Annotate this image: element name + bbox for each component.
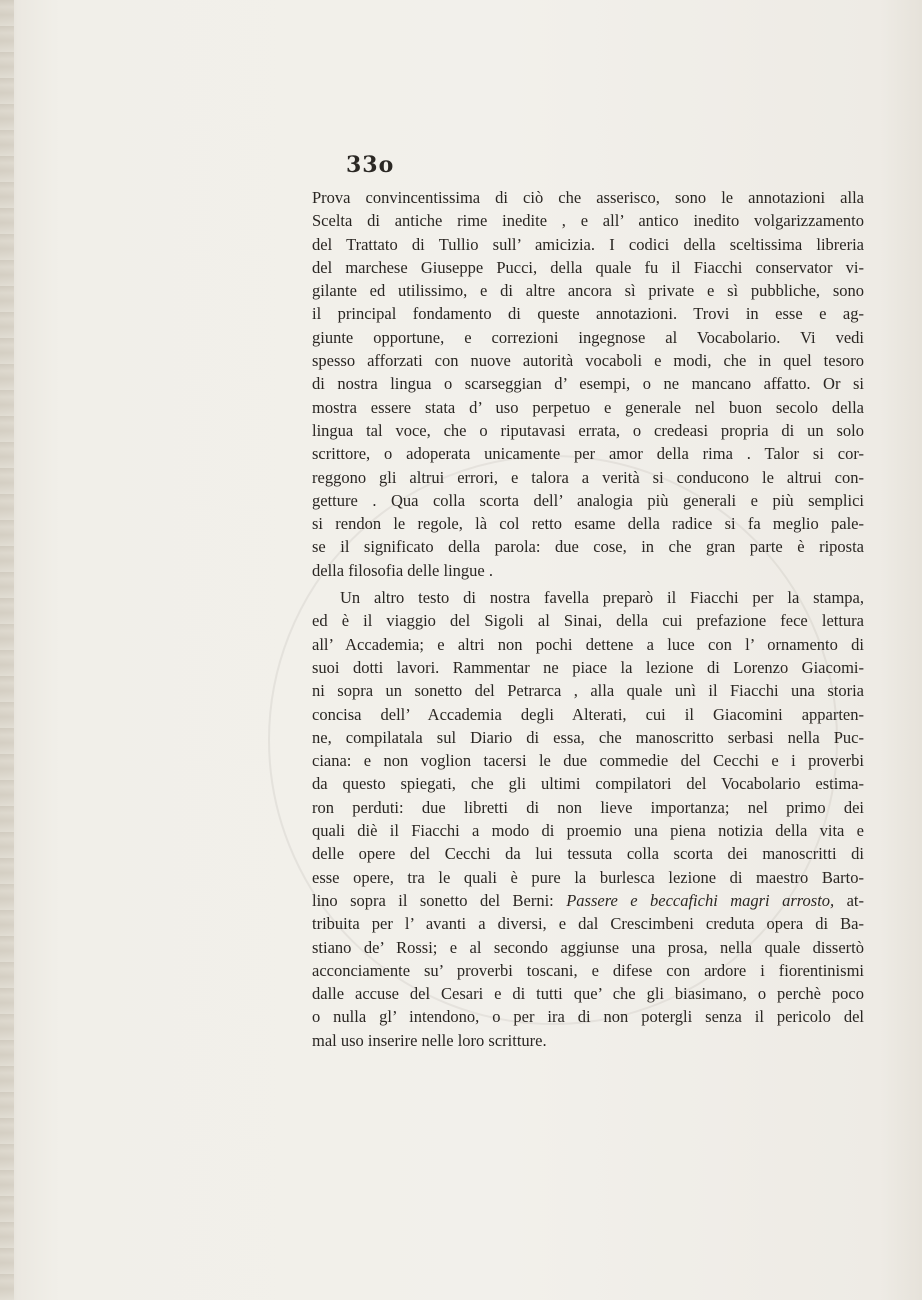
text-line: mal uso inserire nelle loro scritture. [312,1030,547,1050]
text-line: di nostra lingua o scarseggian d’ esempi, o ne mancano affatto. Or si [312,374,864,394]
text-line: Un altro testo di nostra favella preparò il Fiacchi per la stampa, [340,588,864,608]
text-line: dalle accuse del Cesari e di tutti que’ che gli biasimano, o perchè poco [312,984,864,1004]
text-line: ciana: e non voglion tacersi le due commedie del Cecchi e i proverbi [312,751,864,771]
text-line: tribuita per l’ avanti a diversi, e dal Crescimbeni creduta opera di Ba- [312,914,864,934]
text-line: quali diè il Fiacchi a modo di proemio una piena notizia della vita e [312,821,864,841]
text-line: spesso afforzati con nuove autorità vocaboli e modi, che in quel tesoro [312,351,864,371]
paragraph-1 [312,186,864,582]
text-line: da questo spiegati, che gli ultimi compilatori del Vocabolario estima- [312,774,864,794]
text-line: suoi dotti lavori. Rammentar ne piace la lezione di Lorenzo Giacomi- [312,657,864,677]
body-text [312,186,864,1052]
text-line: ni sopra un sonetto del Petrarca , alla quale unì il Fiacchi una storia [312,681,864,701]
text-line: delle opere del Cecchi da lui tessuta colla scorta dei manoscritti di [312,844,864,864]
text-line: stiano de’ Rossi; e al secondo aggiunse una prosa, nella quale dissertò [312,937,864,957]
paragraph-2 [312,586,864,1052]
text-line: gilante ed utilissimo, e di altre ancora sì private e sì pubbliche, sono [312,281,864,301]
page-binding-edge [0,0,14,1300]
text-line: ed è il viaggio del Sigoli al Sinai, della cui prefazione fece lettura [312,611,864,631]
text-line: all’ Accademia; e altri non pochi dettene a luce con l’ ornamento di [312,634,864,654]
text-segment: lino sopra il sonetto del Berni: [312,890,554,910]
text-line: si rendon le regole, là col retto esame della radice si fa meglio pale- [312,514,864,534]
page-number: 33o [346,152,395,178]
text-line: il principal fondamento di queste annotazioni. Trovi in esse e ag- [312,304,864,324]
text-line: del marchese Giuseppe Pucci, della quale fu il Fiacchi conservator vi- [312,257,864,277]
text-line: concisa dell’ Accademia degli Alterati, cui il Giacomini apparten- [312,704,864,724]
text-line: ne, compilatala sul Diario di essa, che manoscritto serbasi nella Puc- [312,727,864,747]
text-line: giunte opportune, e correzioni ingegnose al Vocabolario. Vi vedi [312,327,864,347]
text-line: se il significato della parola: due cose, in che gran parte è riposta [312,537,864,557]
text-line: o nulla gl’ intendono, o per ira di non potergli senza il pericolo del [312,1007,864,1027]
text-line: acconciamente su’ proverbi toscani, e difese con ardore i fiorentinismi [312,960,864,980]
text-segment: at- [834,890,865,910]
text-line: mostra essere stata d’ uso perpetuo e generale nel buon secolo della [312,397,864,417]
text-line: reggono gli altrui errori, e talora a verità si conducono le altrui con- [312,467,864,487]
text-line: Scelta di antiche rime inedite , e all’ antico inedito volgarizzamento [312,211,864,231]
text-line: esse opere, tra le quali è pure la burlesca lezione di maestro Barto- [312,867,864,887]
text-line: scrittore, o adoperata unicamente per amor della rima . Talor si cor- [312,444,864,464]
italic-title: Passere e beccafichi magri arrosto, [566,890,835,910]
text-line: del Trattato di Tullio sull’ amicizia. I codici della sceltissima libreria [312,234,864,254]
text-line-with-italic-title [312,889,864,912]
text-line: getture . Qua colla scorta dell’ analogia più generali e più semplici [312,490,864,510]
text-line: Prova convincentissima di ciò che asserisco, sono le annotazioni alla [312,188,864,207]
text-line: ron perduti: due libretti di non lieve importanza; nel primo dei [312,797,864,817]
text-line: lingua tal voce, che o riputavasi errata, o credeasi propria di un solo [312,420,864,440]
text-line: della filosofia delle lingue . [312,560,493,580]
